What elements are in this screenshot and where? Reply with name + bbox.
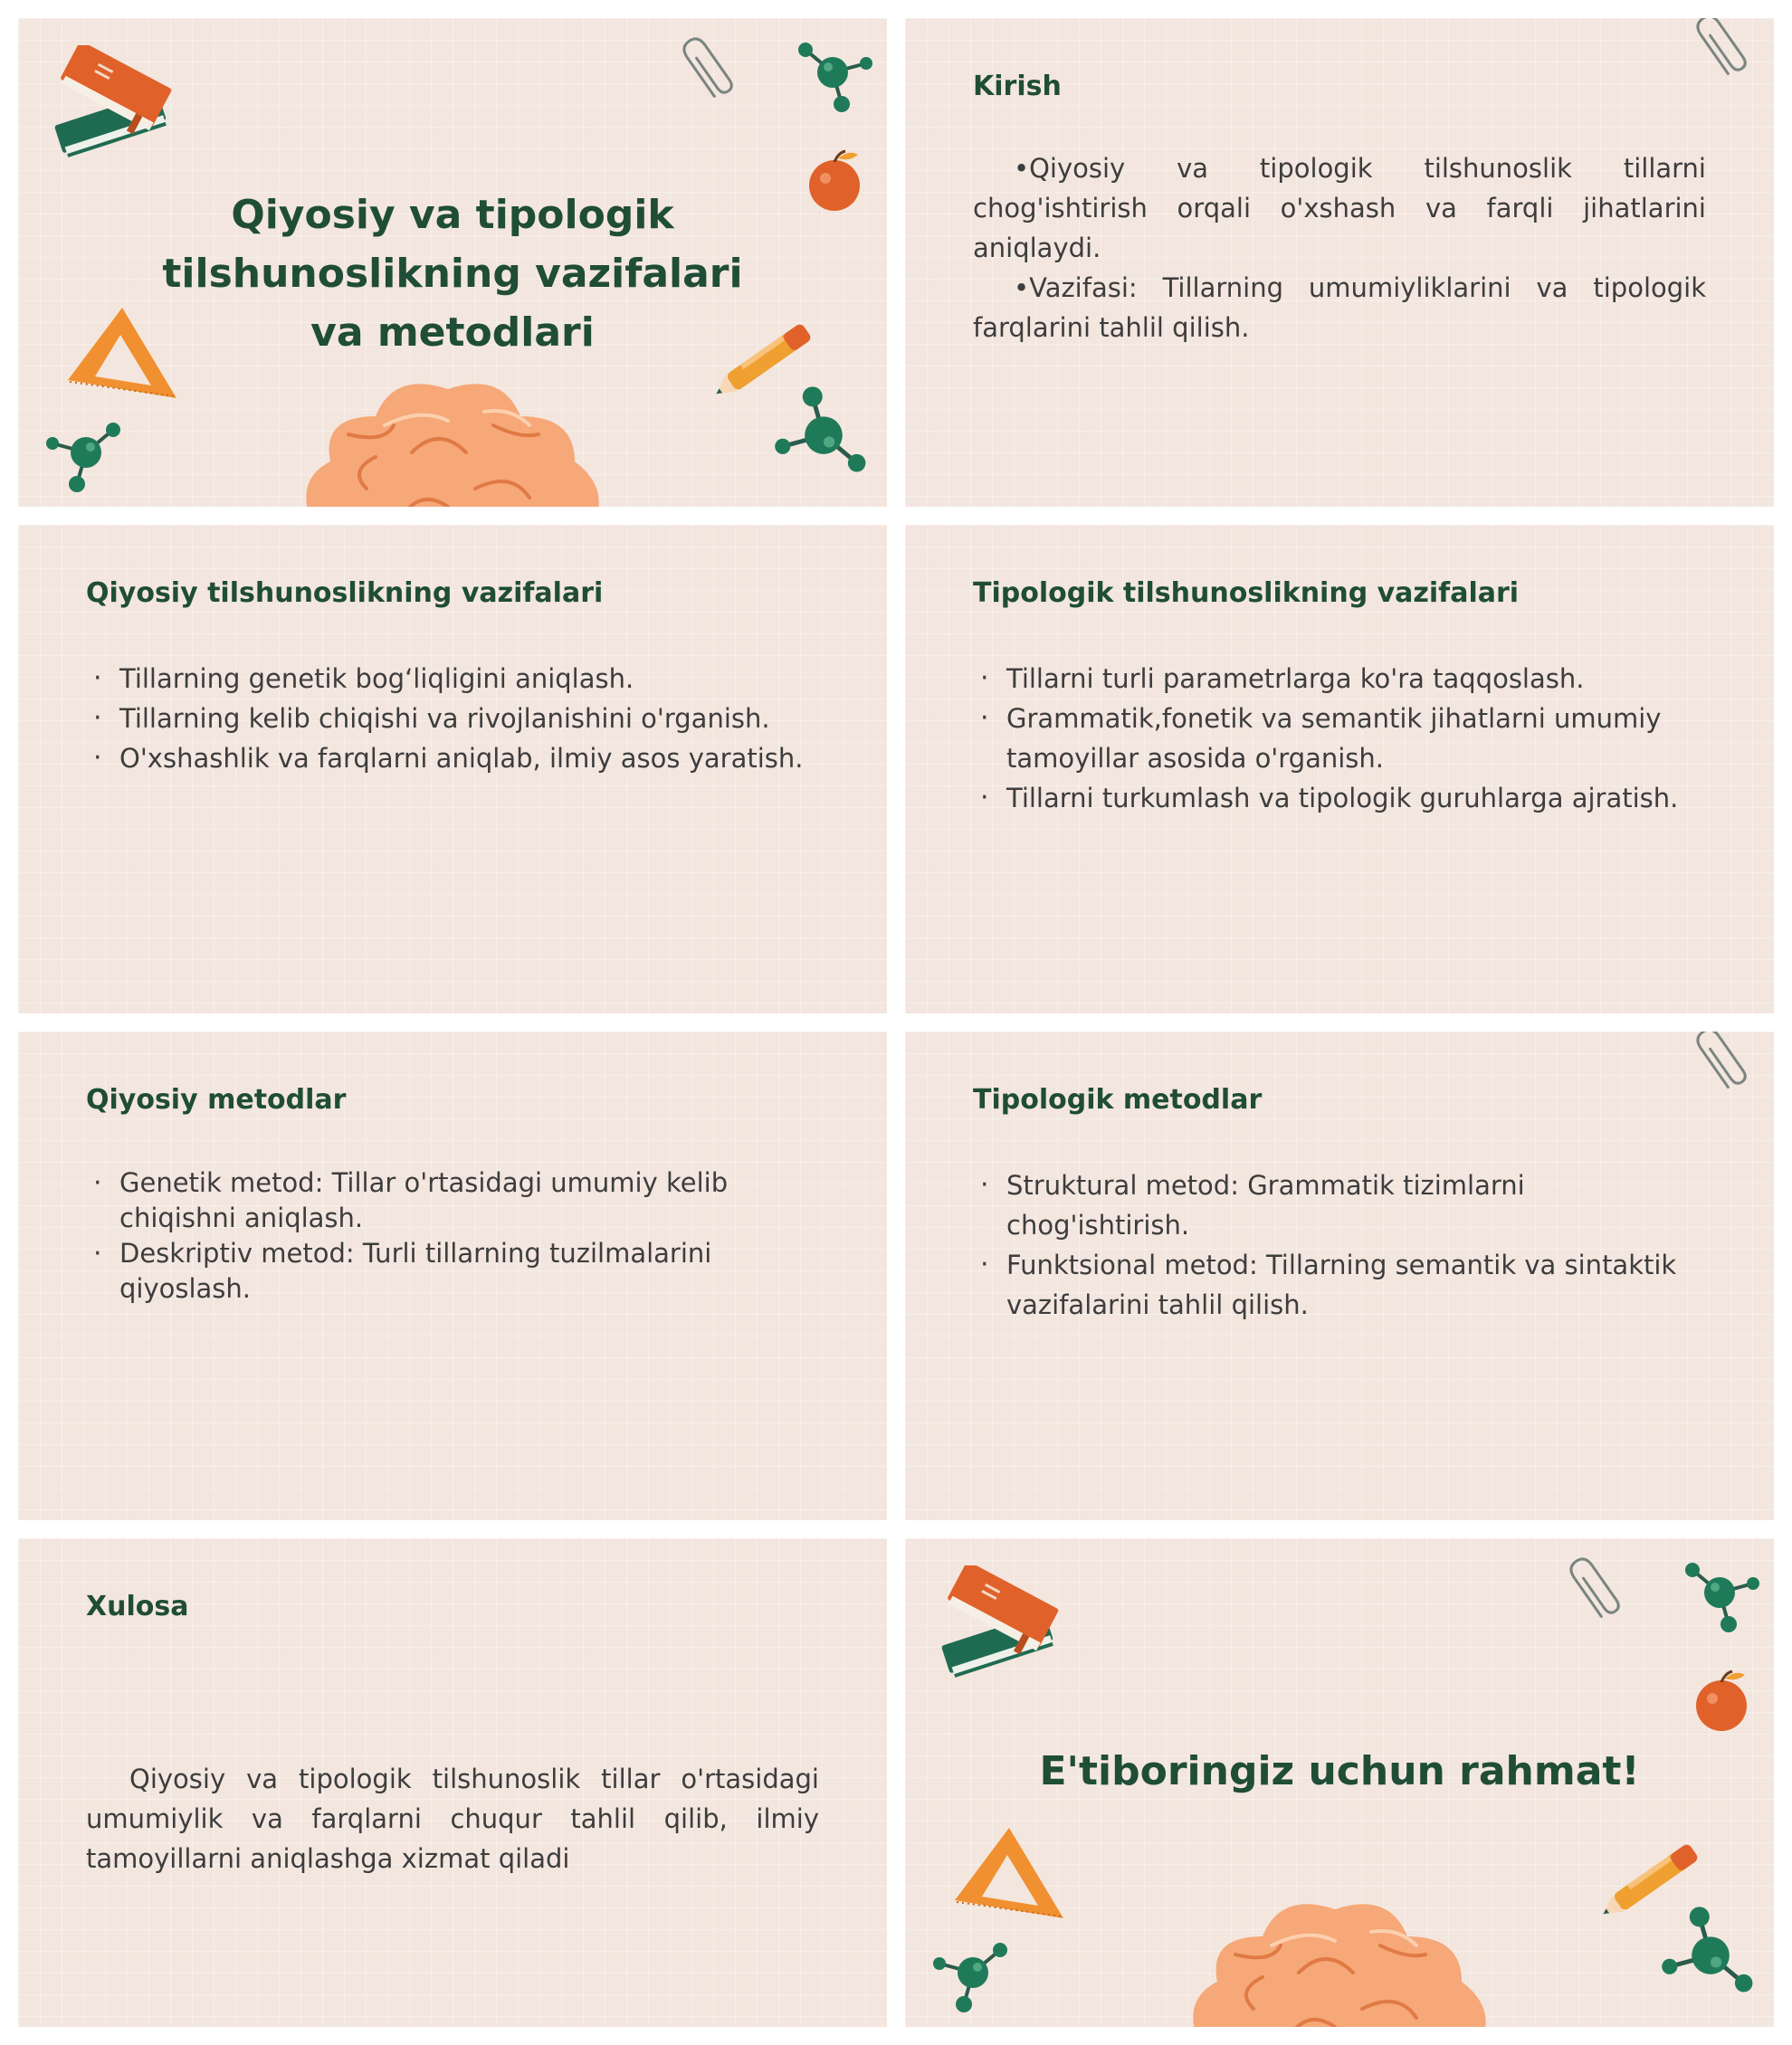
slide-typological-methods	[905, 1032, 1774, 1520]
paperclip-icon	[1684, 1032, 1759, 1099]
slide-heading: Qiyosiy tilshunoslikning vazifalari	[86, 577, 604, 609]
slide-heading: Kirish	[973, 71, 1062, 102]
list-item: · O'xshashlik va farqlarni aniqlab, ilmiy asos yaratish.	[86, 738, 805, 778]
list-item: · Funktsional metod: Tillarning semantik va sintaktik vazifalarini tahlil qilish.	[973, 1245, 1692, 1325]
slide-comparative-methods	[18, 1032, 887, 1520]
list-item: · Tillarni turli parametrlarga ko'ra taqqoslash.	[973, 659, 1692, 699]
paperclip-icon	[1558, 1547, 1632, 1630]
molecule-icon	[932, 1936, 1014, 2018]
slide-thanks	[905, 1538, 1774, 2027]
list-item: · Grammatik,fonetik va semantik jihatlarni umumiy tamoyillar asosida o'rganish.	[973, 699, 1692, 778]
slide-title	[18, 18, 887, 507]
paperclip-icon	[671, 27, 745, 109]
list-item: · Deskriptiv metod: Turli tillarning tuzilmalarini qiyoslash.	[86, 1236, 742, 1307]
conclusion-paragraph: Qiyosiy va tipologik tilshunoslik tillar o'rtasidagi umumiylik va farqlarni chuqur tahlil qilib, ilmiy tamoyillarni aniqlashga xizmat qiladi	[86, 1764, 819, 1874]
list-item: · Genetik metod: Tillar o'rtasidagi umumiy kelib chiqishni aniqlash.	[86, 1165, 742, 1236]
books-icon	[45, 45, 181, 181]
paperclip-icon	[1684, 18, 1759, 86]
molecule-icon	[1679, 1556, 1760, 1638]
bullet-list	[86, 659, 805, 778]
bullet-list	[973, 659, 1692, 818]
list-item: · Tillarning genetik bog‘liqligini aniqlash.	[86, 659, 805, 699]
list-item: · Struktural metod: Grammatik tizimlarni chog'ishtirish.	[973, 1165, 1692, 1245]
books-icon	[932, 1565, 1068, 1701]
molecule-icon	[792, 36, 873, 118]
slide-intro	[905, 18, 1774, 507]
list-item: · Tillarni turkumlash va tipologik guruhlarga ajratish.	[973, 778, 1692, 818]
slide-comparative-tasks	[18, 525, 887, 1013]
molecule-icon	[774, 380, 873, 480]
apple-icon	[805, 149, 863, 214]
intro-paragraph: •Vazifasi: Tillarning umumiyliklarini va tipologik farqlarini tahlil qilish.	[973, 272, 1706, 343]
slide-conclusion	[18, 1538, 887, 2027]
intro-paragraph: •Qiyosiy va tipologik tilshunoslik tillarni chog'ishtirish orqali o'xshash va farqli jihatlarini aniqlaydi.	[973, 153, 1706, 263]
bullet-list	[973, 1165, 1692, 1325]
list-item: · Tillarning kelib chiqishi va rivojlanishini o'rganish.	[86, 699, 805, 738]
apple-icon	[1692, 1669, 1750, 1735]
molecule-icon	[1661, 1900, 1760, 2000]
slide-heading: Qiyosiy metodlar	[86, 1084, 347, 1116]
molecule-icon	[45, 416, 127, 498]
slide-heading: Xulosa	[86, 1591, 189, 1622]
slide-heading: Tipologik tilshunoslikning vazifalari	[973, 577, 1520, 609]
brain-icon	[1163, 1891, 1507, 2027]
bullet-list	[86, 1165, 742, 1307]
slide-title-text: Qiyosiy va tipologik tilshunoslikning vazifalari va metodlari	[162, 192, 743, 356]
slide-typological-tasks	[905, 525, 1774, 1013]
triangle-ruler-icon	[955, 1828, 1067, 1922]
thanks-title: E'tiboringiz uchun rahmat!	[1039, 1748, 1640, 1794]
slide-heading: Tipologik metodlar	[973, 1084, 1263, 1116]
brain-icon	[276, 371, 620, 507]
